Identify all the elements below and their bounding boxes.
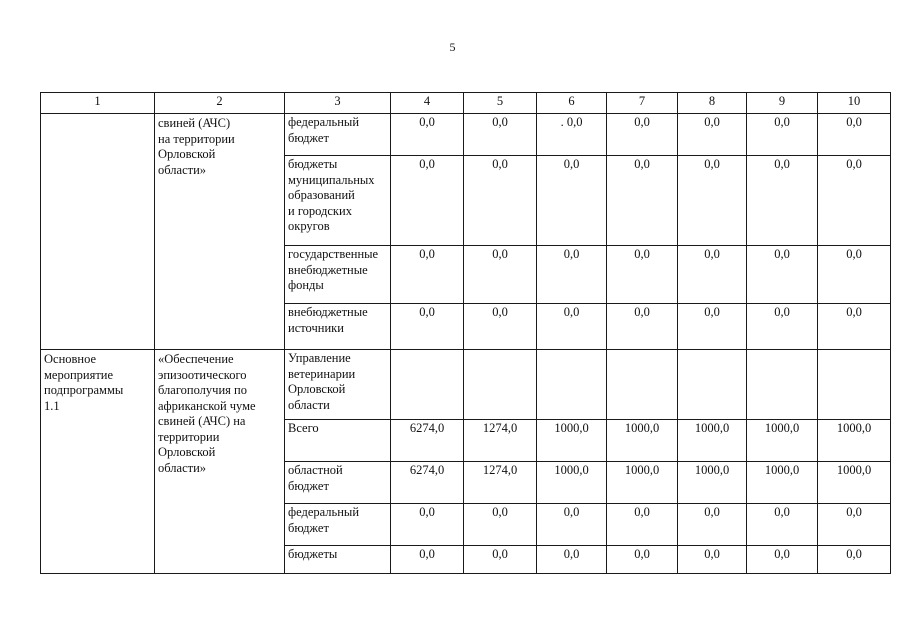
value-cell: 0,0 [391,246,464,304]
value-cell: 0,0 [678,246,747,304]
value-cell: 0,0 [464,546,537,574]
value-cell: 0,0 [391,504,464,546]
budget-table [40,92,891,574]
value-cell: 0,0 [747,546,818,574]
value-cell: 0,0 [391,114,464,156]
value-cell: 1000,0 [537,462,607,504]
value-cell: 0,0 [747,246,818,304]
value-cell: 0,0 [537,156,607,246]
funding-source-cell: бюджеты муниципальных образований и городских округов [285,156,391,246]
column-header: 8 [678,93,747,114]
value-cell: 1000,0 [678,420,747,462]
value-cell: 0,0 [818,114,891,156]
value-cell: 0,0 [607,546,678,574]
value-cell: 0,0 [678,304,747,350]
column-header: 4 [391,93,464,114]
column-header: 10 [818,93,891,114]
page-number: 5 [449,40,456,54]
value-cell: 1000,0 [747,420,818,462]
value-cell: 0,0 [678,114,747,156]
value-cell [537,350,607,420]
value-cell: 1274,0 [464,420,537,462]
value-cell: 0,0 [391,304,464,350]
value-cell: 0,0 [537,504,607,546]
funding-source-cell: областной бюджет [285,462,391,504]
value-cell: 0,0 [464,304,537,350]
value-cell [464,350,537,420]
value-cell: 1000,0 [607,462,678,504]
value-cell: 0,0 [678,546,747,574]
value-cell: . 0,0 [537,114,607,156]
value-cell: 0,0 [464,156,537,246]
value-cell: 1000,0 [537,420,607,462]
value-cell: 0,0 [607,156,678,246]
value-cell: 0,0 [537,304,607,350]
value-cell [747,350,818,420]
value-cell: 0,0 [607,504,678,546]
value-cell: 1000,0 [818,420,891,462]
column-header: 1 [41,93,155,114]
value-cell: 0,0 [537,246,607,304]
value-cell [818,350,891,420]
value-cell: 0,0 [818,504,891,546]
value-cell: 0,0 [747,304,818,350]
column-header: 3 [285,93,391,114]
column-header: 2 [155,93,285,114]
value-cell: 0,0 [747,114,818,156]
value-cell [607,350,678,420]
funding-source-cell: Всего [285,420,391,462]
value-cell: 0,0 [747,156,818,246]
measure-cell [41,114,155,350]
value-cell: 0,0 [607,246,678,304]
column-header: 5 [464,93,537,114]
value-cell: 0,0 [391,156,464,246]
value-cell: 0,0 [818,304,891,350]
value-cell: 0,0 [607,304,678,350]
header-row [41,93,891,114]
value-cell: 0,0 [391,546,464,574]
funding-source-cell: внебюджетные источники [285,304,391,350]
value-cell: 1000,0 [747,462,818,504]
value-cell: 0,0 [818,156,891,246]
value-cell: 0,0 [818,546,891,574]
funding-source-cell: государственные внебюджетные фонды [285,246,391,304]
value-cell: 0,0 [678,156,747,246]
event-name-cell: свиней (АЧС) на территории Орловской области» [155,114,285,350]
funding-source-cell: федеральный бюджет [285,504,391,546]
column-header: 6 [537,93,607,114]
value-cell: 6274,0 [391,462,464,504]
value-cell: 0,0 [678,504,747,546]
value-cell: 6274,0 [391,420,464,462]
funding-source-cell: бюджеты [285,546,391,574]
value-cell [391,350,464,420]
value-cell: 0,0 [818,246,891,304]
value-cell: 0,0 [747,504,818,546]
funding-source-cell: Управление ветеринарии Орловской области [285,350,391,420]
column-header: 7 [607,93,678,114]
value-cell: 1000,0 [607,420,678,462]
event-name-cell: «Обеспечение эпизоотического благополучия по африканской чуме свиней (АЧС) на территории Орловской области» [155,350,285,574]
column-header: 9 [747,93,818,114]
value-cell: 0,0 [464,504,537,546]
value-cell: 0,0 [464,114,537,156]
value-cell [678,350,747,420]
value-cell: 1000,0 [818,462,891,504]
value-cell: 0,0 [537,546,607,574]
funding-source-cell: федеральный бюджет [285,114,391,156]
value-cell: 1000,0 [678,462,747,504]
value-cell: 0,0 [607,114,678,156]
value-cell: 0,0 [464,246,537,304]
table-row [41,350,891,420]
value-cell: 1274,0 [464,462,537,504]
table-row [41,114,891,156]
measure-cell: Основное мероприятие подпрограммы 1.1 [41,350,155,574]
